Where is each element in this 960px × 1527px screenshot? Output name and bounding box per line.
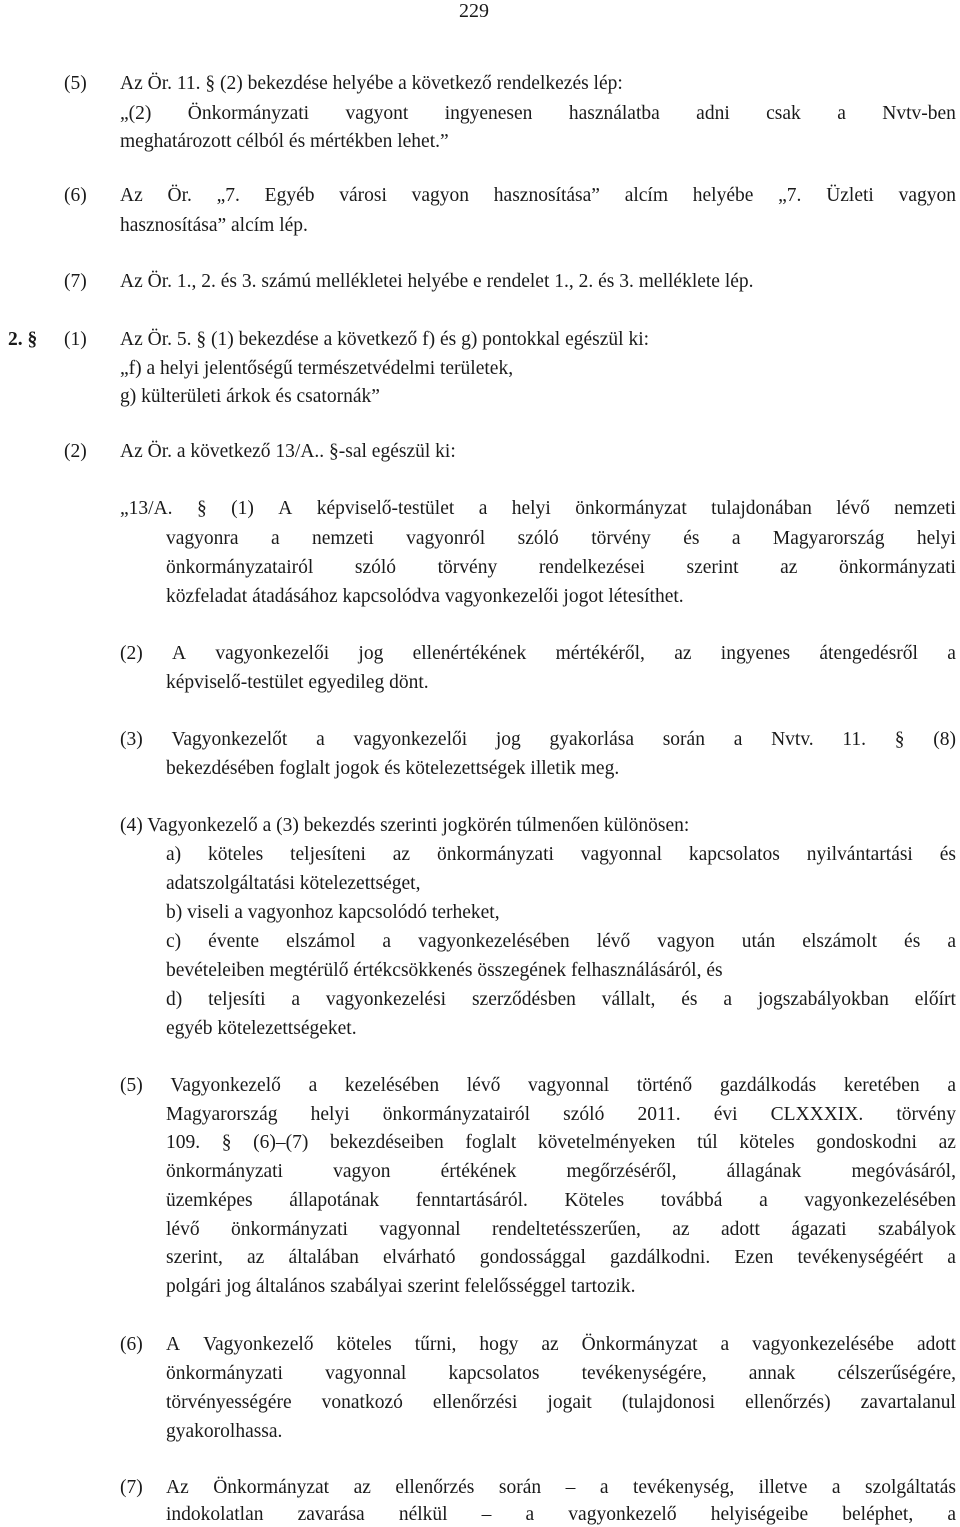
text-line: (5) Vagyonkezelő a kezelésében lévő vagyonnal történő gazdálkodás keretében a xyxy=(120,1075,956,1096)
section-number: 2. § xyxy=(8,329,38,350)
text-line: bekezdésében foglalt jogok és kötelezettségek illetik meg. xyxy=(166,758,620,779)
text-line: Az Ör. 11. § (2) bekezdése helyébe a következő rendelkezés lép: xyxy=(120,73,623,94)
text-line: (3) Vagyonkezelőt a vagyonkezelői jog gyakorlása során a Nvtv. 11. § (8) xyxy=(120,729,956,750)
text-line: (2) A vagyonkezelői jog ellenértékének mértékéről, az ingyenes átengedésről a xyxy=(120,643,956,664)
item-number: (2) xyxy=(64,441,87,462)
text-line: szerint, az általában elvárható gondossággal gazdálkodni. Ezen tevékenységéért a xyxy=(166,1247,956,1268)
text-line: lévő önkormányzati vagyonnal rendeltetésszerűen, az adott ágazati szabályok xyxy=(166,1219,956,1240)
text-line: a) köteles teljesíteni az önkormányzati vagyonnal kapcsolatos nyilvántartási és xyxy=(166,844,956,865)
text-line: közfeladat átadásához kapcsolódva vagyonkezelői jogot létesíthet. xyxy=(166,586,684,607)
text-line: indokolatlan zavarása nélkül – a vagyonkezelő helyiségeibe beléphet, a xyxy=(166,1504,956,1525)
text-line: „(2) Önkormányzati vagyont ingyenesen használatba adni csak a Nvtv-ben xyxy=(120,103,956,124)
text-line: „f) a helyi jelentőségű természetvédelmi területek, xyxy=(120,358,514,379)
text-line: d) teljesíti a vagyonkezelési szerződésben vállalt, és a jogszabályokban előírt xyxy=(166,989,956,1010)
item-number: (6) xyxy=(120,1334,143,1355)
item-number: (7) xyxy=(120,1477,143,1498)
text-line: b) viseli a vagyonhoz kapcsolódó terheket, xyxy=(166,902,500,923)
text-line: Az Ör. 5. § (1) bekezdése a következő f) és g) pontokkal egészül ki: xyxy=(120,329,650,350)
text-line: törvényességére vonatkozó ellenőrzési jogait (tulajdonosi ellenőrzés) zavartalanul xyxy=(166,1392,956,1413)
text-line: Az Önkormányzat az ellenőrzés során – a tevékenység, illetve a szolgáltatás xyxy=(166,1477,956,1498)
text-line: c) évente elszámol a vagyonkezelésében lévő vagyon után elszámolt és a xyxy=(166,931,956,952)
text-line: „13/A. § (1) A képviselő-testület a helyi önkormányzat tulajdonában lévő nemzeti xyxy=(120,498,956,519)
text-line: önkormányzati vagyon értékének megőrzéséről, állagának megóvásáról, xyxy=(166,1161,956,1182)
text-line: polgári jog általános szabályai szerint felelősséggel tartozik. xyxy=(166,1276,636,1297)
text-line: Az Ör. a következő 13/A.. §-sal egészül ki: xyxy=(120,441,456,462)
text-line: (4) Vagyonkezelő a (3) bekezdés szerinti jogkörén túlmenően különösen: xyxy=(120,815,690,836)
text-line: Az Ör. „7. Egyéb városi vagyon hasznosítása” alcím helyébe „7. Üzleti vagyon xyxy=(120,185,956,206)
text-line: üzemképes állapotának fenntartásáról. Köteles továbbá a vagyonkezelésében xyxy=(166,1190,956,1211)
item-number: (7) xyxy=(64,271,87,292)
page-number: 229 xyxy=(459,0,489,22)
text-line: adatszolgáltatási kötelezettséget, xyxy=(166,873,421,894)
text-line: egyéb kötelezettségeket. xyxy=(166,1018,357,1039)
text-line: önkormányzati vagyonnal kapcsolatos tevékenységére, annak célszerűségére, xyxy=(166,1363,956,1384)
text-line: 109. § (6)–(7) bekezdéseiben foglalt követelményeken túl köteles gondoskodni az xyxy=(166,1132,956,1153)
text-line: hasznosítása” alcím lép. xyxy=(120,215,308,236)
text-line: képviselő-testület egyedileg dönt. xyxy=(166,672,429,693)
text-line: gyakorolhassa. xyxy=(166,1421,283,1442)
item-number: (1) xyxy=(64,329,87,350)
text-line: vagyonra a nemzeti vagyonról szóló törvény és a Magyarország helyi xyxy=(166,528,956,549)
text-line: A Vagyonkezelő köteles tűrni, hogy az Önkormányzat a vagyonkezelésébe adott xyxy=(166,1334,956,1355)
text-line: g) külterületi árkok és csatornák” xyxy=(120,386,380,407)
text-line: önkormányzatairól szóló törvény rendelkezései szerint az önkormányzati xyxy=(166,557,956,578)
text-line: meghatározott célból és mértékben lehet.” xyxy=(120,131,449,152)
item-number: (5) xyxy=(64,73,87,94)
text-line: Magyarország helyi önkormányzatairól szóló 2011. évi CLXXXIX. törvény xyxy=(166,1104,956,1125)
text-line: bevételeiben megtérülő értékcsökkenés összegének felhasználásáról, és xyxy=(166,960,723,981)
item-number: (6) xyxy=(64,185,87,206)
text-line: Az Ör. 1., 2. és 3. számú mellékletei helyébe e rendelet 1., 2. és 3. melléklete lép. xyxy=(120,271,754,292)
